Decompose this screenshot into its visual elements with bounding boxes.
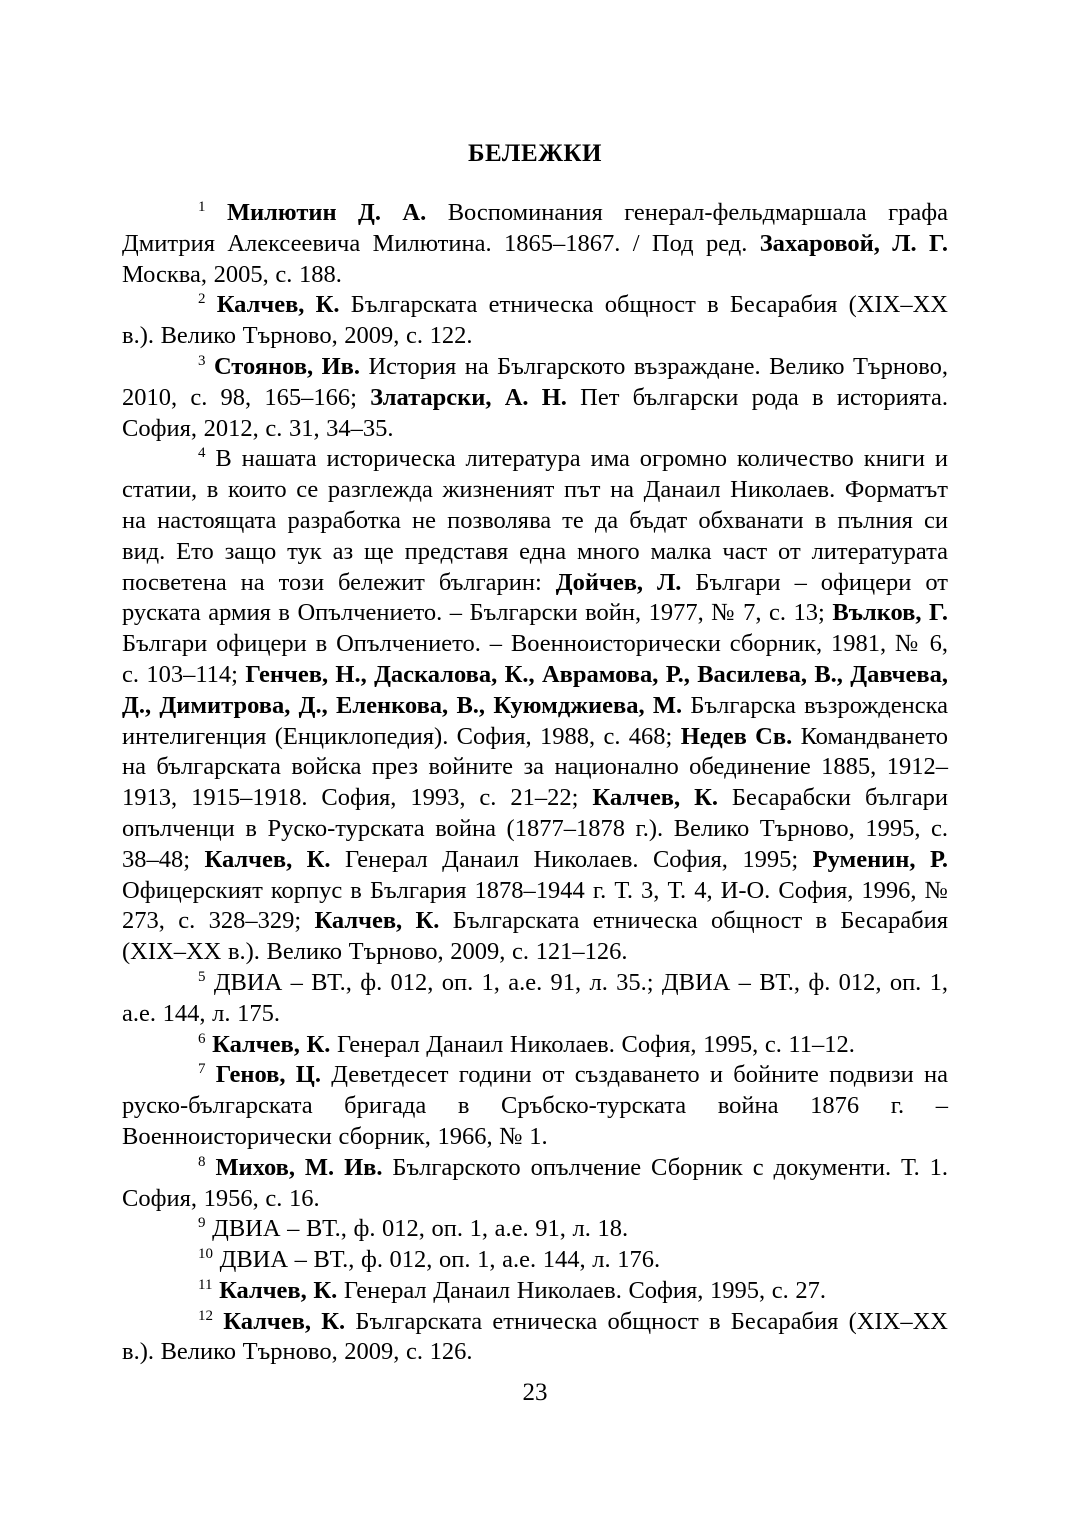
note-text: Българска възрожденска интелигенция (Енциклопедия). София, 1988, с. 468; bbox=[122, 691, 948, 750]
note-number: 8 bbox=[198, 1153, 206, 1170]
note-text: ДВИА – ВТ., ф. 012, оп. 1, а.е. 91, л. 18. bbox=[212, 1215, 629, 1243]
note-author-name: Дойчев, Л. bbox=[555, 568, 682, 596]
note-text: Българското опълчение Сборник с документи. Т. 1. София, 1956, с. 16. bbox=[122, 1153, 948, 1212]
note-number: 6 bbox=[198, 1030, 206, 1047]
note-paragraph bbox=[122, 444, 948, 968]
note-text: ДВИА – ВТ., ф. 012, оп. 1, а.е. 144, л. 176. bbox=[219, 1246, 661, 1274]
note-paragraph bbox=[122, 1214, 948, 1245]
note-number: 12 bbox=[198, 1307, 213, 1324]
note-number: 5 bbox=[198, 968, 206, 985]
note-author-name: Недев Св. bbox=[680, 722, 793, 750]
note-author-name: Захаровой, Л. Г. bbox=[759, 229, 948, 257]
page-number: 23 bbox=[522, 1379, 548, 1406]
note-number: 10 bbox=[198, 1246, 213, 1263]
note-number: 11 bbox=[198, 1276, 213, 1293]
note-author-name: Калчев, К. bbox=[219, 1276, 338, 1304]
note-text: Пет български рода в историята. София, 2012, с. 31, 34–35. bbox=[122, 383, 948, 442]
note-author-name: Генчев, Н., Даскалова, К., Аврамова, Р., Василева, В., Давчева, Д., Димитрова, Д., Еленкова, В., Куюмджиева, М. bbox=[122, 660, 948, 719]
note-paragraph bbox=[122, 1153, 948, 1215]
note-text: Генерал Данаил Николаев. София, 1995; bbox=[330, 845, 813, 873]
note-number: 1 bbox=[198, 199, 206, 215]
note-paragraph bbox=[122, 1245, 948, 1276]
note-paragraph bbox=[122, 1030, 948, 1061]
note-text: Деветдесет години от създаването и бойните подвизи на руско-българската бригада в Сръбско-турската война 1876 г. – Военноисторически сборник, 1966, № 1. bbox=[122, 1061, 948, 1150]
note-number: 7 bbox=[198, 1061, 206, 1078]
note-paragraph bbox=[122, 1060, 948, 1152]
note-author-name: Генов, Ц. bbox=[215, 1061, 321, 1089]
note-number: 9 bbox=[198, 1215, 206, 1232]
note-text: Българската етническа общност в Бесарабия (XIX–XX в.). Велико Търново, 2009, с. 121–126. bbox=[122, 907, 948, 966]
note-number: 4 bbox=[198, 445, 206, 462]
note-author-name: Калчев, К. bbox=[216, 291, 340, 319]
note-paragraph bbox=[122, 352, 948, 444]
note-text: Генерал Данаил Николаев. София, 1995, с. 27. bbox=[337, 1276, 827, 1304]
note-paragraph bbox=[122, 198, 948, 290]
note-text: Българската етническа общност в Бесарабия (XIX–XX в.). Велико Търново, 2009, с. 126. bbox=[122, 1307, 948, 1366]
note-author-name: Златарски, А. Н. bbox=[370, 383, 567, 411]
note-author-name: Стоянов, Ив. bbox=[213, 352, 361, 380]
note-text: ДВИА – ВТ., ф. 012, оп. 1, а.е. 91, л. 35.; ДВИА – ВТ., ф. 012, оп. 1, а.е. 144, л. 175. bbox=[122, 968, 948, 1027]
note-text: Воспоминания генерал-фельдмаршала графа Дмитрия Алексеевича Милютина. 1865–1867. / Под ред. bbox=[122, 199, 948, 257]
note-text: Командването на българската войска през войните за национално обединение 1885, 1912–1913, 1915–1918. София, 1993, с. 21–22; bbox=[122, 722, 948, 812]
note-paragraph bbox=[122, 290, 948, 352]
note-paragraph bbox=[122, 968, 948, 1030]
note-text: Бесарабски българи опълченци в Руско-турската война (1877–1878 г.). Велико Търново, 1995, с. 38–48; bbox=[122, 784, 948, 873]
note-text: Българската етническа общност в Бесарабия (XIX–XX в.). Велико Търново, 2009, с. 122. bbox=[122, 291, 948, 350]
notes-list bbox=[122, 198, 948, 1368]
note-author-name: Вълков, Г. bbox=[832, 599, 948, 627]
note-author-name: Калчев, К. bbox=[204, 845, 331, 873]
note-text: В нашата историческа литература има огромно количество книги и статии, в които се разглежда жизненият път на Данаил Николаев. Форматът на настоящата разработка не позволява те да бъдат обхванати в пълния си вид. Ето защо тук аз ще представя една много малка част от литературата посветена на този бележит българин: bbox=[122, 445, 948, 596]
note-author-name: Калчев, К. bbox=[223, 1307, 346, 1335]
note-text: Генерал Данаил Николаев. София, 1995, с. 11–12. bbox=[330, 1030, 855, 1058]
note-paragraph bbox=[122, 1276, 948, 1307]
note-author-name: Руменин, Р. bbox=[812, 845, 948, 873]
note-author-name: Милютин Д. А. bbox=[226, 199, 427, 226]
note-author-name: Калчев, К. bbox=[212, 1030, 331, 1058]
note-paragraph bbox=[122, 1307, 948, 1369]
note-text: Българи офицери в Опълчението. – Военноисторически сборник, 1981, № 6, с. 103–114; bbox=[122, 630, 948, 688]
note-number: 3 bbox=[198, 352, 206, 369]
note-author-name: Калчев, К. bbox=[314, 907, 440, 935]
note-text: История на Българското възраждане. Велико Търново, 2010, с. 98, 165–166; bbox=[122, 352, 948, 411]
note-author-name: Михов, М. Ив. bbox=[215, 1153, 383, 1181]
page-title: БЕЛЕЖКИ bbox=[468, 140, 602, 167]
note-text: Офицерският корпус в България 1878–1944 г. Т. 3, Т. 4, И-О. София, 1996, № 273, с. 328–329; bbox=[122, 876, 948, 935]
note-text: Българи – офицери от руската армия в Опълчението. – Български войн, 1977, № 7, с. 13; bbox=[122, 568, 948, 627]
note-text: Москва, 2005, с. 188. bbox=[122, 260, 342, 288]
note-number: 2 bbox=[198, 291, 206, 308]
note-author-name: Калчев, К. bbox=[592, 784, 718, 812]
notes-section bbox=[122, 140, 948, 1368]
